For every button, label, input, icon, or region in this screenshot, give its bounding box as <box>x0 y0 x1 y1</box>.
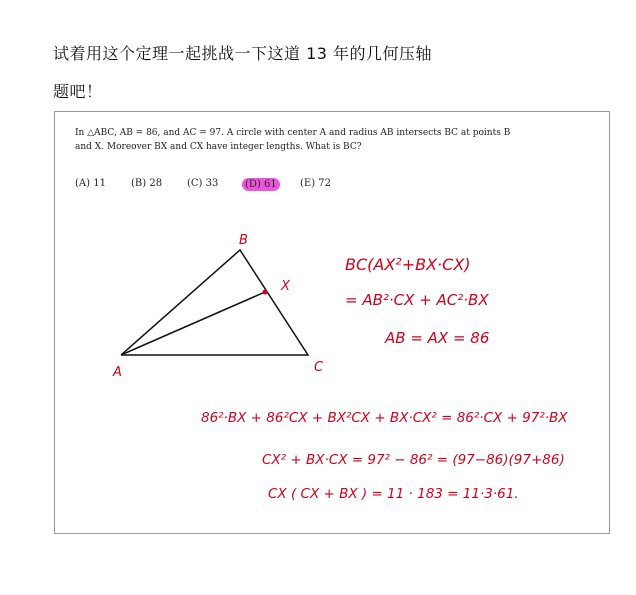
intro-line-1: 试着用这个定理一起挑战一下这道 13 年的几何压轴 <box>53 44 433 63</box>
work-line-3: AB = AX = 86 <box>385 329 490 347</box>
problem-card <box>54 111 610 534</box>
choice-e: (E) 72 <box>300 178 332 189</box>
work-line-4: 86²·BX + 86²CX + BX²CX + BX·CX² = 86²·CX + 97²·BX <box>201 410 568 426</box>
intro-line-2: 题吧！ <box>53 82 103 101</box>
problem-text-line-1: In △ABC, AB = 86, and AC = 97. A circle with center A and radius AB intersects BC at points B <box>75 128 511 138</box>
point-x-dot <box>263 290 268 295</box>
segment-ax <box>121 292 265 355</box>
label-x: X <box>281 279 290 294</box>
choice-a: (A) 11 <box>75 178 106 189</box>
problem-text-line-2: and X. Moreover BX and CX have integer lengths. What is BC? <box>75 142 362 152</box>
label-b: B <box>239 233 248 248</box>
label-a: A <box>113 365 122 380</box>
choice-c: (C) 33 <box>187 178 219 189</box>
geometry-sketch <box>55 112 611 535</box>
work-line-1: BC(AX²+BX·CX) <box>345 255 471 274</box>
triangle-outline <box>121 250 308 355</box>
choice-b: (B) 28 <box>131 178 163 189</box>
work-line-6: CX ( CX + BX ) = 11 · 183 = 11·3·61. <box>268 486 519 502</box>
choice-d-highlighted: (D) 61 <box>242 178 280 191</box>
work-line-2: = AB²·CX + AC²·BX <box>345 291 489 309</box>
work-line-5: CX² + BX·CX = 97² − 86² = (97−86)(97+86) <box>262 452 565 468</box>
label-c: C <box>314 360 324 375</box>
